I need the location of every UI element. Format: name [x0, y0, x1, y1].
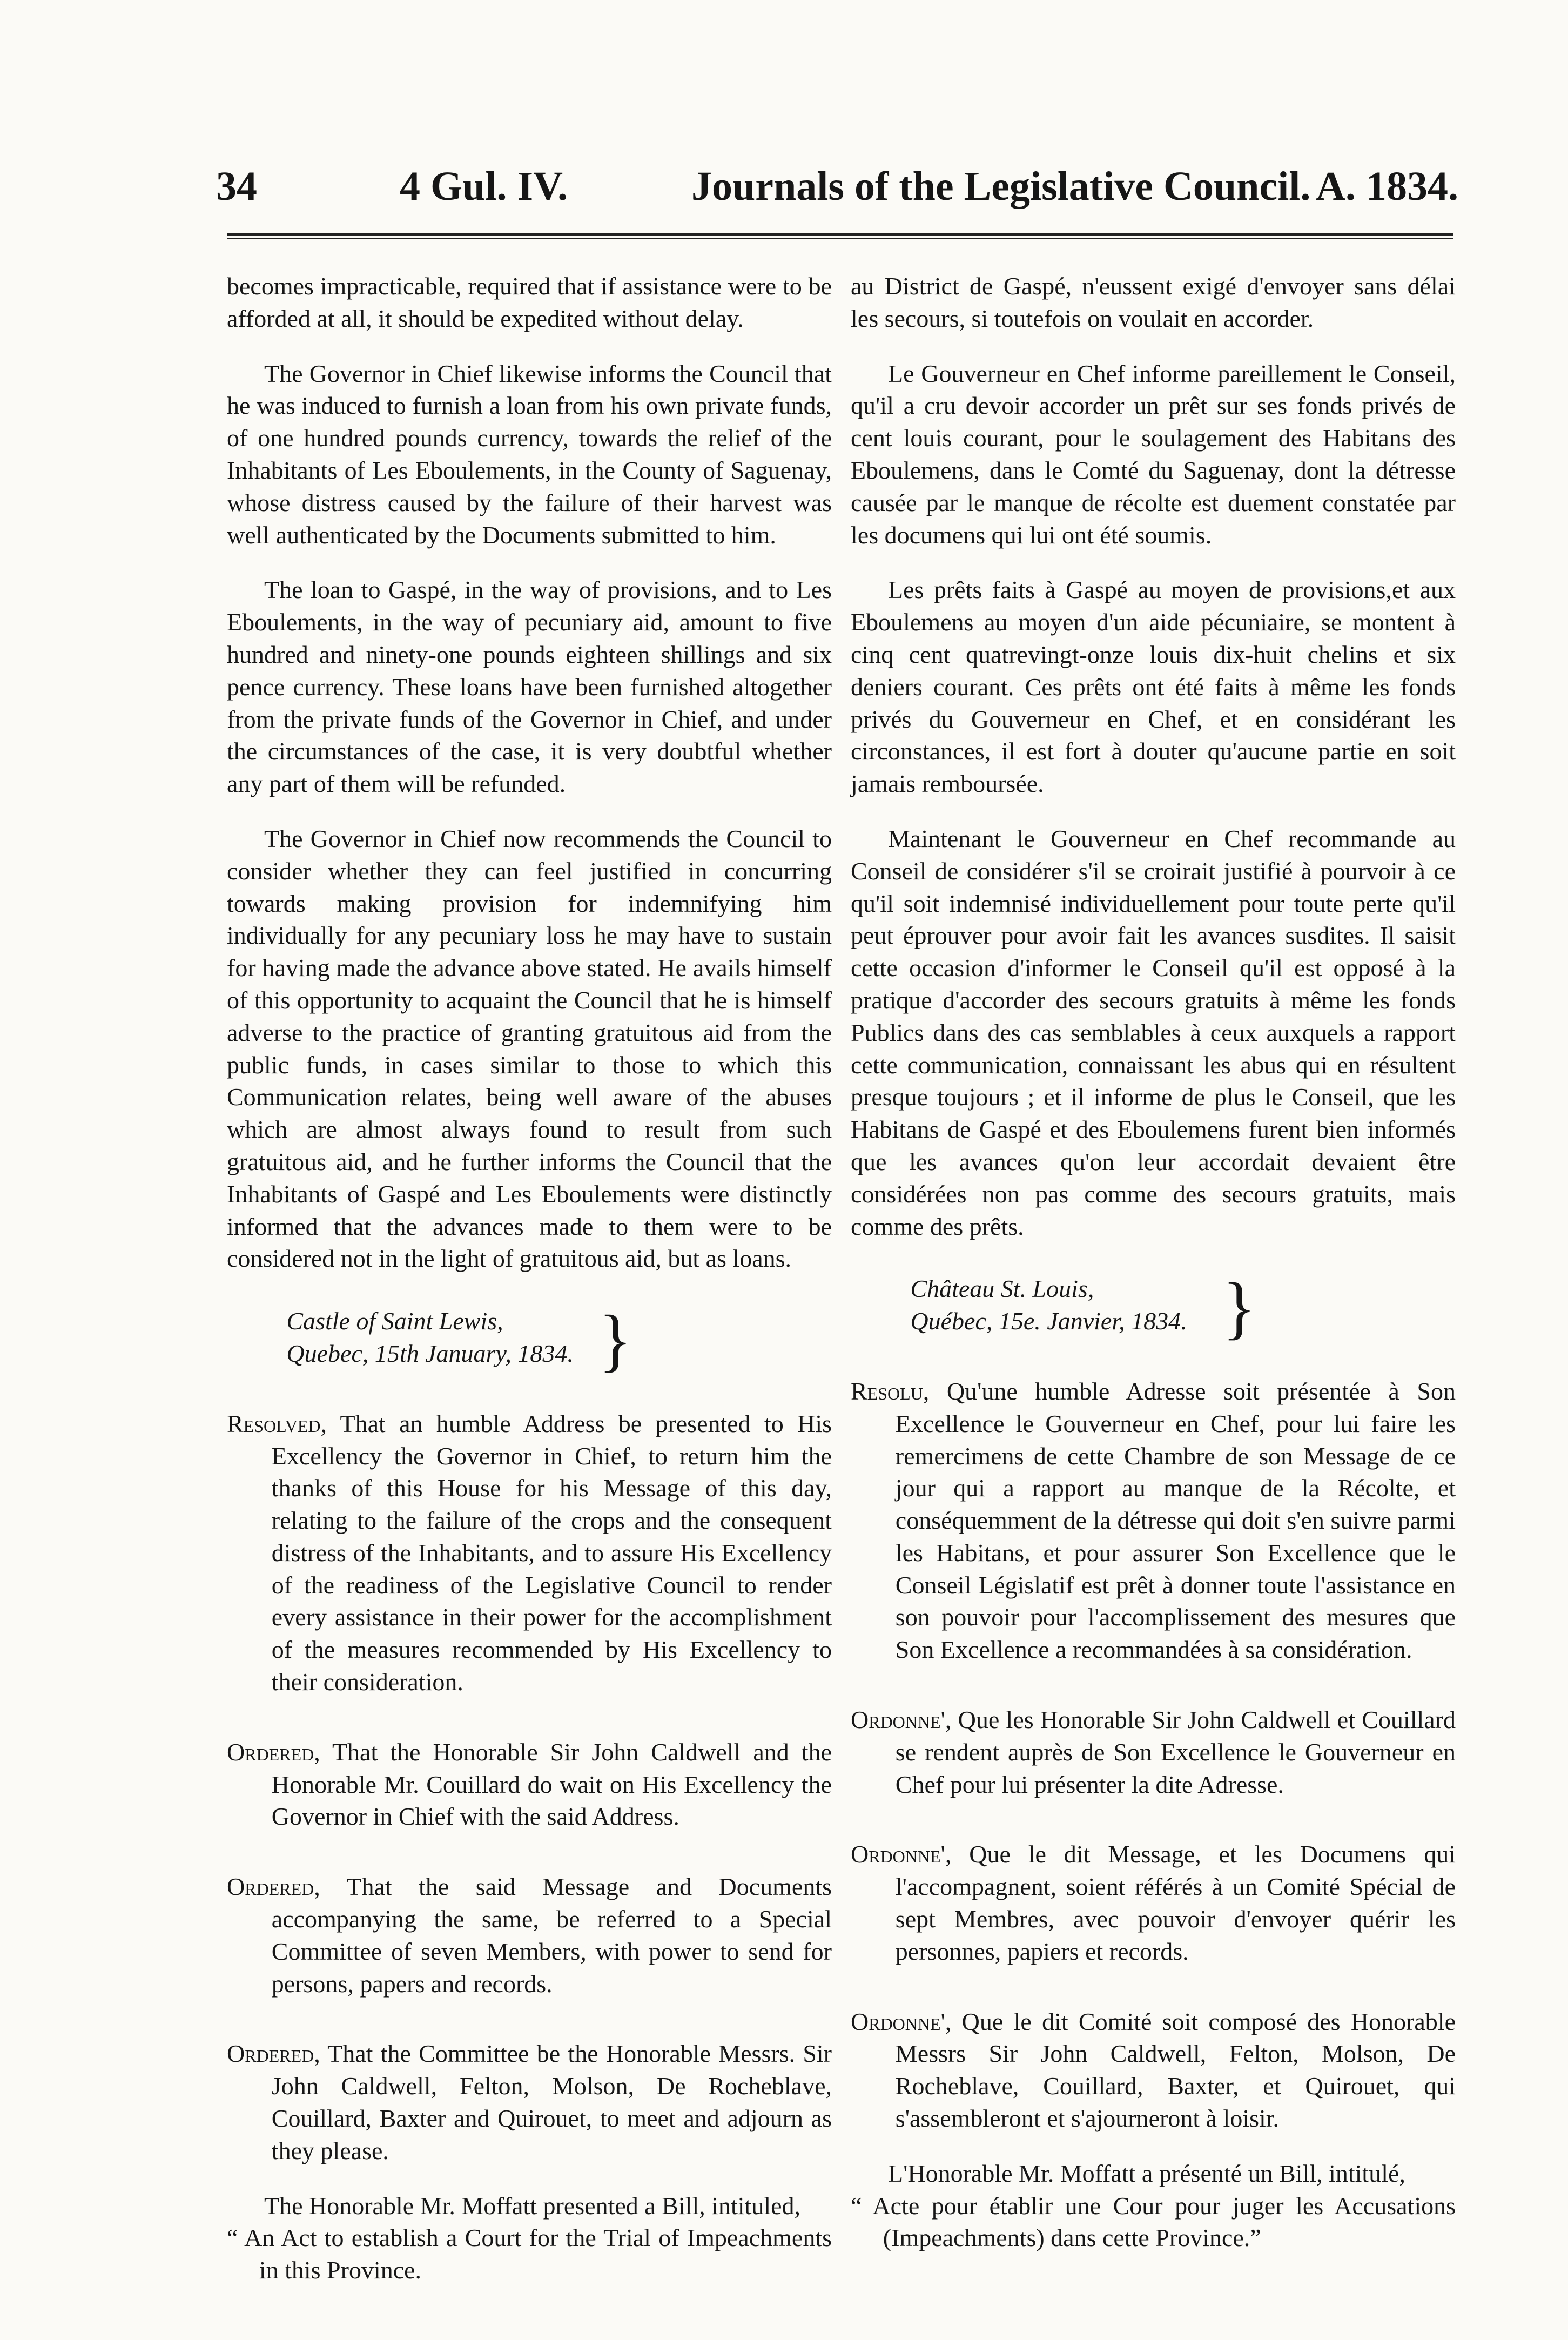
- resolved-text: Qu'une humble Adresse soit présentée à Son Excellence le Gouverneur en Chef, pour lui faire les remercimens de cette Chambre de son Message de ce jour qui a rapport au manque de la Récolte, et conséquemment de la détresse qui doit s'en suivre parmi les Habitans, et pour assurer Son Excellence que le Conseil Législatif est prêt à donner toute l'assistance en son pouvoir pour l'accomplissement des mesures que Son Excellence a recommandées à sa considération.: [895, 1377, 1456, 1664]
- order: [227, 1736, 832, 1833]
- brace-icon: }: [1222, 1269, 1256, 1347]
- english-column: [227, 270, 832, 2287]
- dateline: [227, 1301, 632, 1380]
- ordered-text: Que le dit Comité soit composé des Honorable Messrs Sir John Caldwell, Felton, Molson, De Rocheblave, Couillard, Baxter, et Quirouet, qui s'assembleront et s'ajourneront à loisir.: [895, 2007, 1456, 2133]
- order: [227, 2038, 832, 2167]
- order: [851, 2006, 1456, 2135]
- ordered-label: Ordered,: [227, 2040, 320, 2068]
- dateline: [851, 1269, 1256, 1347]
- ordered-text: Que le dit Message, et les Documens qui l'accompagnent, soient référés à un Comité Spécial de sept Membres, avec pouvoir d'envoyer quérir les personnes, papiers et records.: [895, 1840, 1456, 1965]
- paragraph: becomes impracticable, required that if assistance were to be afforded at all, it should be expedited without delay.: [227, 272, 832, 332]
- running-header: [216, 165, 1458, 208]
- resolved-text: That an humble Address be presented to His Excellency the Governor in Chief, to return him the thanks of this House for his Message of this day, relating to the failure of the crops and the consequent distress of the Inhabitants, and to assure His Excellency of the readiness of the Legislative Council to render every assistance in their power for the accomplishment of the measures recommended by His Excellency to their consideration.: [271, 1409, 832, 1696]
- bill-intro: L'Honorable Mr. Moffatt a présenté un Bill, intitulé,: [888, 2159, 1405, 2187]
- ordered-label: Ordered,: [227, 1738, 320, 1766]
- header-rule: [227, 233, 1453, 236]
- paragraph: Le Gouverneur en Chef informe pareillement le Conseil, qu'il a cru devoir accorder un prêt sur ses fonds privés de cent louis courant, pour le soulagement des Habitans des Eboulemens, dans le Comté du Saguenay, dont la détresse causée par le manque de récolte est duement constatée par les documens qui lui ont été soumis.: [851, 359, 1456, 549]
- dateline-place: Château St. Louis,: [910, 1275, 1094, 1303]
- paragraph: Maintenant le Gouverneur en Chef recommande au Conseil de considérer s'il se croirait justifié à pourvoir à ce qu'il soit indemnisé individuellement pour toute perte qu'il peut éprouver pour avoir fait les avances susdites. Il saisit cette occasion d'informer le Conseil qu'il est opposé à la pratique d'accorder des secours gratuits à même les fonds Publics dans des cas semblables à ceux auxquels a rapport cette communication, connaissant les abus qui en résultent presque toujours ; et il informe de plus le Conseil, que les Habitans de Gaspé et des Eboulemens furent bien informés que les avances qu'on leur accordait devaient être considérées non pas comme des secours gratuits, mais comme des prêts.: [851, 824, 1456, 1240]
- paragraph: The loan to Gaspé, in the way of provisions, and to Les Eboulements, in the way of pecuniary aid, amount to five hundred and ninety-one pounds eighteen shillings and six pence currency. These loans have been furnished altogether from the private funds of the Governor in Chief, and under the circumstances of the case, it is very doubtful whether any part of them will be refunded.: [227, 576, 832, 798]
- paragraph: Les prêts faits à Gaspé au moyen de provisions,et aux Eboulemens au moyen d'un aide pécuniaire, se montent à cinq cent quatrevingt-onze louis dix-huit chelins et six deniers courant. Ces prêts ont été faits à même les fonds privés du Gouverneur en Chef, et en considérant les circonstances, il est fort à douter qu'aucune partie en soit jamais remboursée.: [851, 576, 1456, 798]
- paragraph: The Governor in Chief now recommends the Council to consider whether they can feel justified in concurring towards making provision for indemnifying him individually for any pecuniary loss he may have to sustain for having made the advance above stated. He avails himself of this opportunity to acquaint the Council that he is himself adverse to the practice of granting gratuitous aid from the public funds, in cases similar to those to which this Communication relates, being well aware of the abuses which are almost always found to result from such gratuitous aid, and he further informs the Council that the Inhabitants of Gaspé and Les Eboulements were distinctly informed that the advances made to them were to be considered not in the light of gratuitous aid, but as loans.: [227, 824, 832, 1273]
- resolution: [227, 1408, 832, 1698]
- ordered-label: Ordonne',: [851, 2007, 952, 2035]
- ordered-text: Que les Honorable Sir John Caldwell et Couillard se rendent auprès de Son Excellence le Gouverneur en Chef pour lui présenter la dite Adresse.: [895, 1706, 1456, 1798]
- order: [227, 1871, 832, 2000]
- resolved-label: Resolu,: [851, 1377, 930, 1405]
- order: [851, 1704, 1456, 1800]
- journal-title: Journals of the Legislative Council.: [691, 164, 1311, 209]
- ordered-text: That the Committee be the Honorable Messrs. Sir John Caldwell, Felton, Molson, De Rocheblave, Couillard, Baxter and Quirouet, to meet and adjourn as they please.: [271, 2040, 832, 2164]
- year: A. 1834.: [1316, 164, 1458, 209]
- bill-title: “ Acte pour établir une Cour pour juger les Accusations (Impeachments) dans cette Province.”: [851, 2191, 1456, 2252]
- resolved-label: Resolved,: [227, 1409, 327, 1437]
- ordered-text: That the said Message and Documents accompanying the same, be referred to a Special Committee of seven Members, with power to send for persons, papers and records.: [271, 1873, 832, 1998]
- page-number: 34: [216, 164, 257, 209]
- brace-icon: }: [598, 1301, 632, 1380]
- paragraph: The Governor in Chief likewise informs the Council that he was induced to furnish a loan from his own private funds, of one hundred pounds currency, towards the relief of the Inhabitants of Les Eboulements, in the County of Saguenay, whose distress caused by the failure of their harvest was well authenticated by the Documents submitted to him.: [227, 359, 832, 549]
- ordered-label: Ordonne',: [851, 1706, 952, 1734]
- header-rule-thin: [227, 238, 1453, 239]
- dateline-date: Quebec, 15th January, 1834.: [286, 1339, 574, 1367]
- french-column: [851, 270, 1456, 2254]
- dateline-place: Castle of Saint Lewis,: [286, 1307, 503, 1335]
- regnal-year: 4 Gul. IV.: [400, 164, 568, 209]
- ordered-label: Ordered,: [227, 1873, 320, 1901]
- order: [851, 1838, 1456, 1967]
- paragraph: au District de Gaspé, n'eussent exigé d'envoyer sans délai les secours, si toutefois on voulait en accorder.: [851, 272, 1456, 332]
- bill-title: “ An Act to establish a Court for the Trial of Impeachments in this Province.: [227, 2224, 832, 2284]
- dateline-date: Québec, 15e. Janvier, 1834.: [910, 1307, 1187, 1335]
- resolution: [851, 1375, 1456, 1666]
- ordered-label: Ordonne',: [851, 1840, 952, 1868]
- bill-intro: The Honorable Mr. Moffatt presented a Bill, intituled,: [264, 2191, 801, 2220]
- ordered-text: That the Honorable Sir John Caldwell and the Honorable Mr. Couillard do wait on His Excellency the Governor in Chief with the said Address.: [271, 1738, 832, 1831]
